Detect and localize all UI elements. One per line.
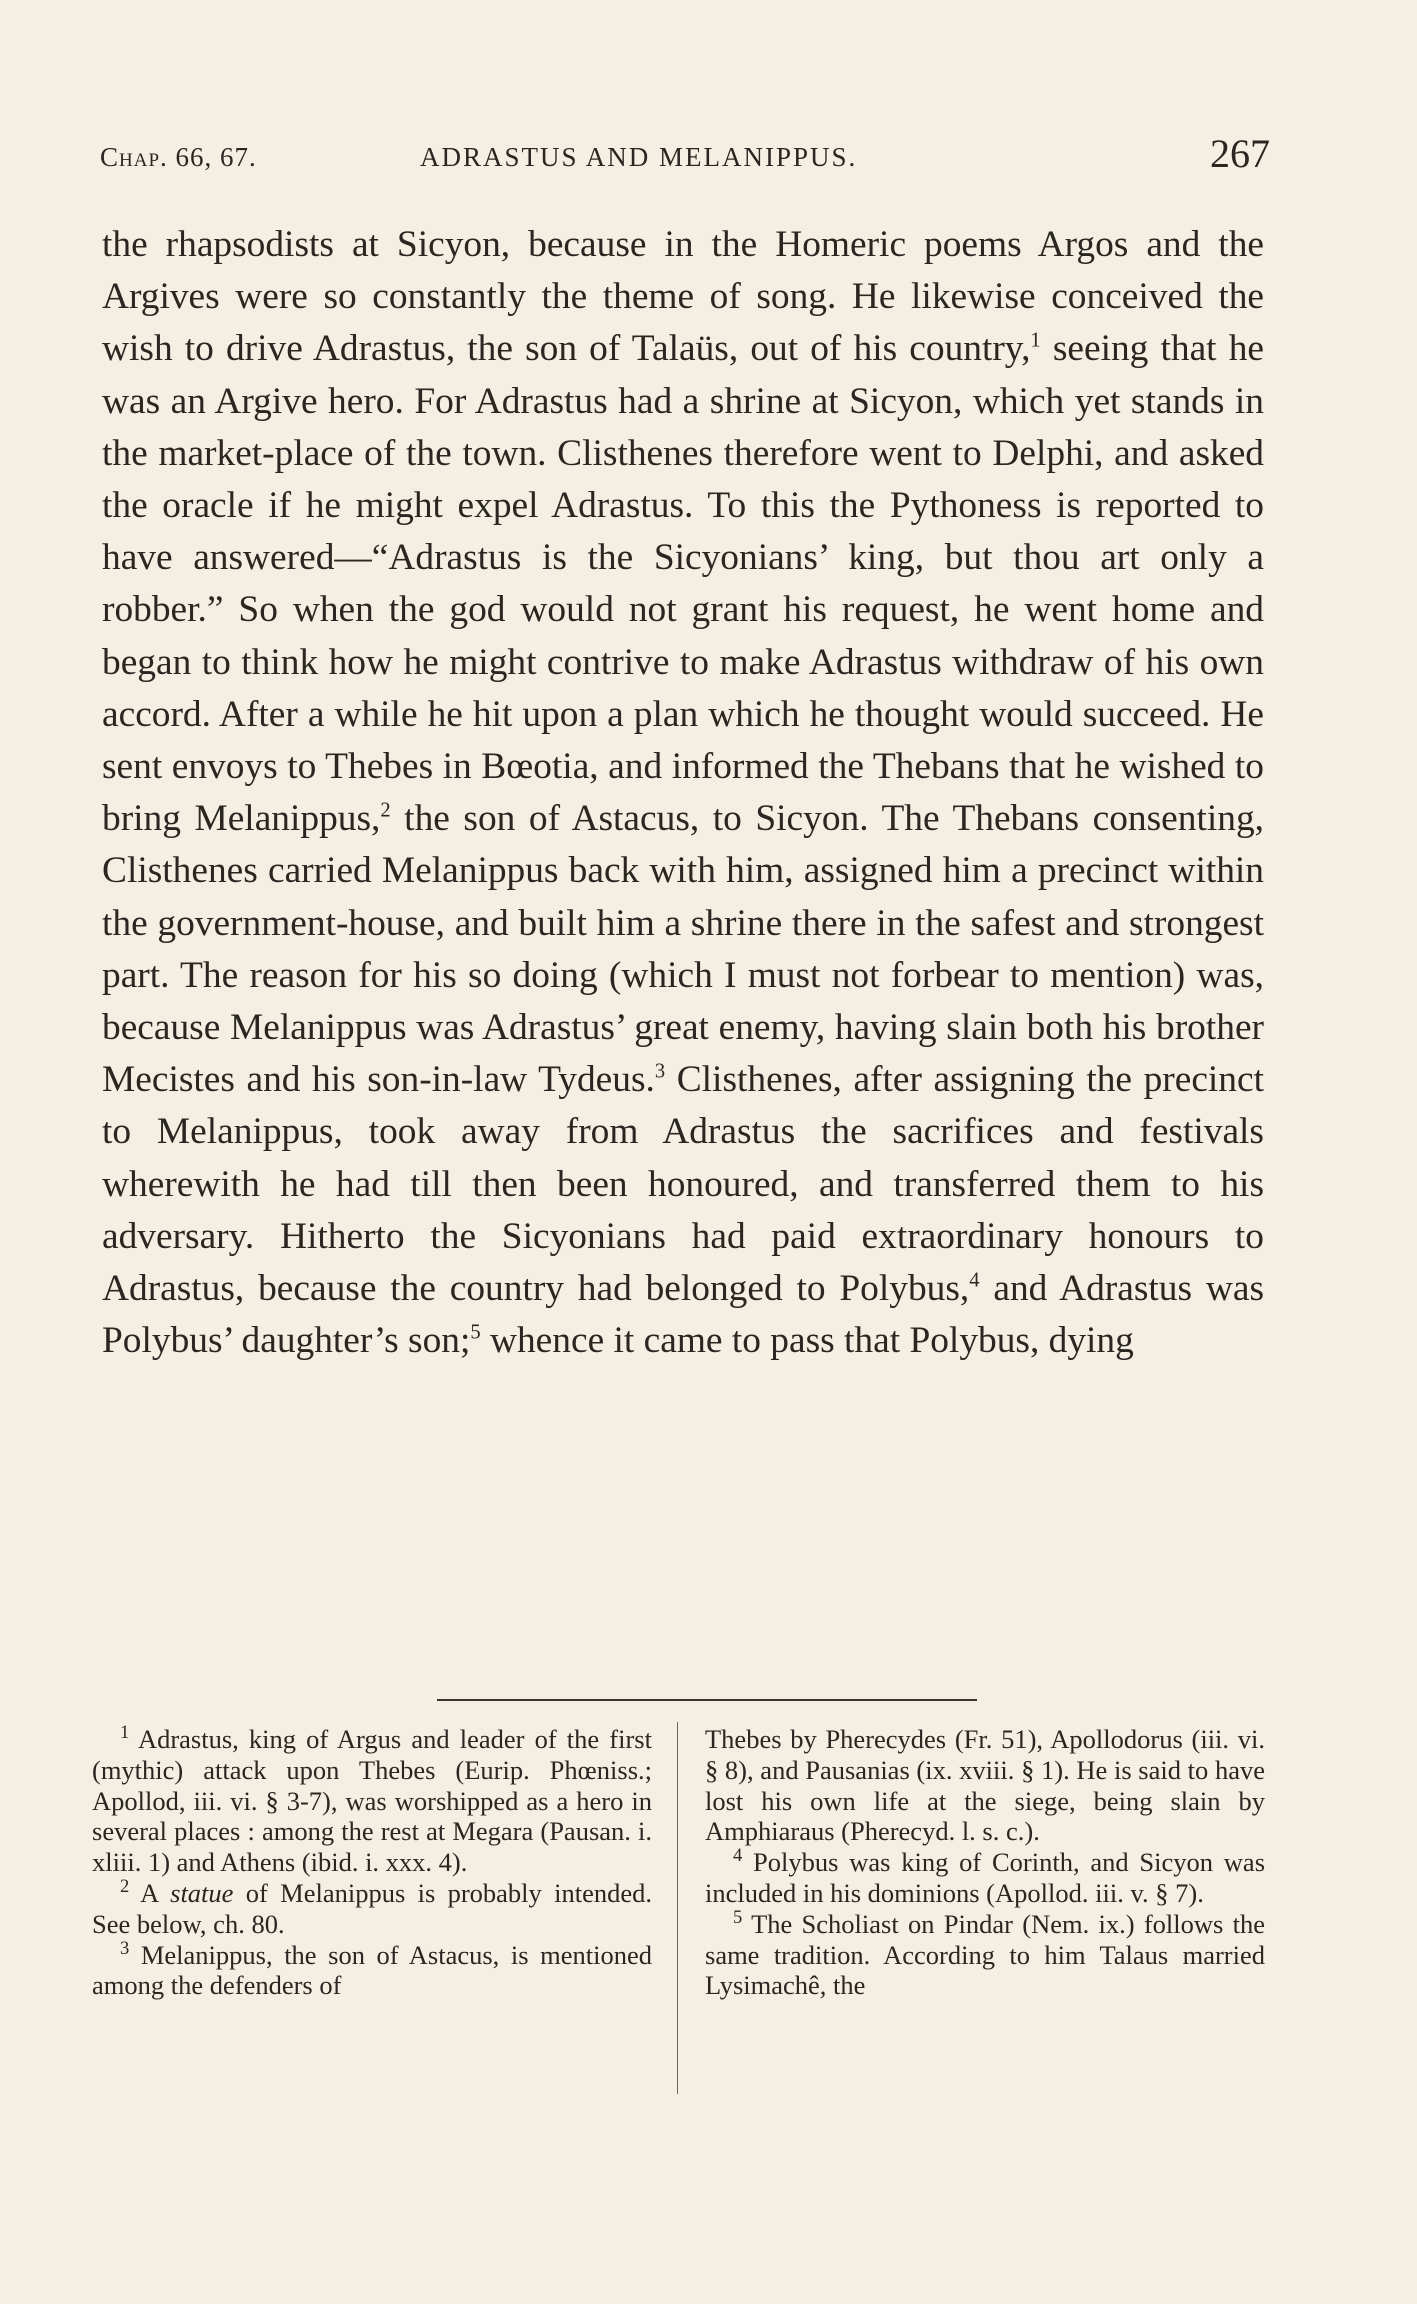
footnote-4 (705, 1847, 1265, 1909)
body-segment: seeing that he was an Argive hero. For Adrastus had a shrine at Sicyon, which yet stands in the market-place of the town. Clisthenes therefore went to Delphi, and asked the oracle if he might expel Adrastus. To this the Pythoness is reported to have answered—“Adrastus is the Sicyonians’ king, but thou art only a robber.” So when the god would not grant his request, he went home and began to think how he might contrive to make Adrastus withdraw of his own accord. After a while he hit upon a plan which he thought would succeed. He sent envoys to Thebes in Bœotia, and informed the Thebans that he wished to bring Melanippus, (102, 328, 1264, 840)
running-header (100, 130, 1270, 182)
footnote-number: 2 (120, 1876, 130, 1898)
body-segment: Clisthenes, after assigning the precinct to Melanippus, took away from Adrastus the sacrifices and festivals wherewith he had till then been honoured, and transferred them to his adversary. Hitherto the Sicyonians had paid extraordinary honours to Adrastus, because the country had belonged to Polybus, (102, 1059, 1264, 1310)
page-number: 267 (1210, 131, 1270, 176)
footnote-number: 4 (733, 1845, 743, 1867)
body-segment: and Adrastus was Polybus’ daughter’s son; (102, 1268, 1265, 1362)
footnote-text: The Scholiast on Pindar (Nem. ix.) follows the same tradition. According to him Talaus married Lysimachê, the (705, 1908, 1265, 2001)
footnote-text: Adrastus, king of Argus and leader of the first (mythic) attack upon Thebes (Eurip. Phœniss.; Apollod, iii. vi. § 3-7), was worshipped as a hero in several places : among the rest at Megara (Pausan. i. xliii. 1) and Athens (ibid. i. xxx. 4). (92, 1724, 652, 1878)
footnote-number: 3 (120, 1937, 130, 1959)
footnote-text: Thebes by Pherecydes (Fr. 51), Apollodorus (iii. vi. § 8), and Pausanias (ix. xviii. § 1). He is said to have lost his own life at the siege, being slain by Amphiaraus (Pherecyd. l. s. c.). (705, 1724, 1265, 1847)
footnote-number: 1 (120, 1722, 130, 1744)
body-paragraph (102, 219, 1264, 1367)
body-segment: the son of Astacus, to Sicyon. The Thebans consenting, Clisthenes carried Melanippus back with him, assigned him a precinct within the government-house, and built him a shrine there in the safest and strongest part. The reason for his so doing (which I must not forbear to mention) was, because Melanippus was Adrastus’ great enemy, having slain both his brother Mecistes and his son-in-law Tydeus. (102, 798, 1264, 1101)
footnote-text: A (140, 1877, 171, 1908)
chapter-reference: Chap. 66, 67. (100, 142, 257, 172)
footnote-ref: 1 (1030, 329, 1041, 352)
footnote-3-continued (705, 1724, 1265, 1847)
footnote-text: of Melanippus is probably intended. See below, ch. 80. (92, 1877, 652, 1939)
footnote-1 (92, 1724, 652, 1878)
body-segment: the rhapsodists at Sicyon, because in the Homeric poems Argos and the Argives were so constantly the theme of song. He likewise conceived the wish to drive Adrastus, the son of Talaüs, out of his country, (102, 224, 1264, 370)
footnote-5 (705, 1906, 1265, 2001)
footnote-ref: 5 (470, 1321, 481, 1344)
footnote-ref: 3 (654, 1060, 666, 1083)
main-text (102, 219, 1264, 1367)
footnote-separator (437, 1699, 977, 1701)
body-segment: whence it came to pass that Polybus, dying (480, 1320, 1134, 1362)
footnote-2 (92, 1878, 652, 1940)
footnote-text: Polybus was king of Corinth, and Sicyon was included in his dominions (Apollod. iii. v. § 7). (705, 1847, 1266, 1908)
footnotes-left-column (92, 1724, 652, 2001)
footnote-3 (92, 1937, 652, 2002)
footnote-number: 5 (733, 1906, 743, 1928)
footnote-ref: 2 (380, 799, 391, 822)
footnote-emphasis: statue (170, 1877, 234, 1908)
footnote-ref: 4 (969, 1269, 980, 1292)
footnotes-right-column (705, 1724, 1265, 2001)
footnote-column-divider (677, 1722, 678, 2094)
footnote-text: Melanippus, the son of Astacus, is mentioned among the defenders of (92, 1939, 652, 2001)
running-title: ADRASTUS AND MELANIPPUS. (420, 142, 858, 172)
